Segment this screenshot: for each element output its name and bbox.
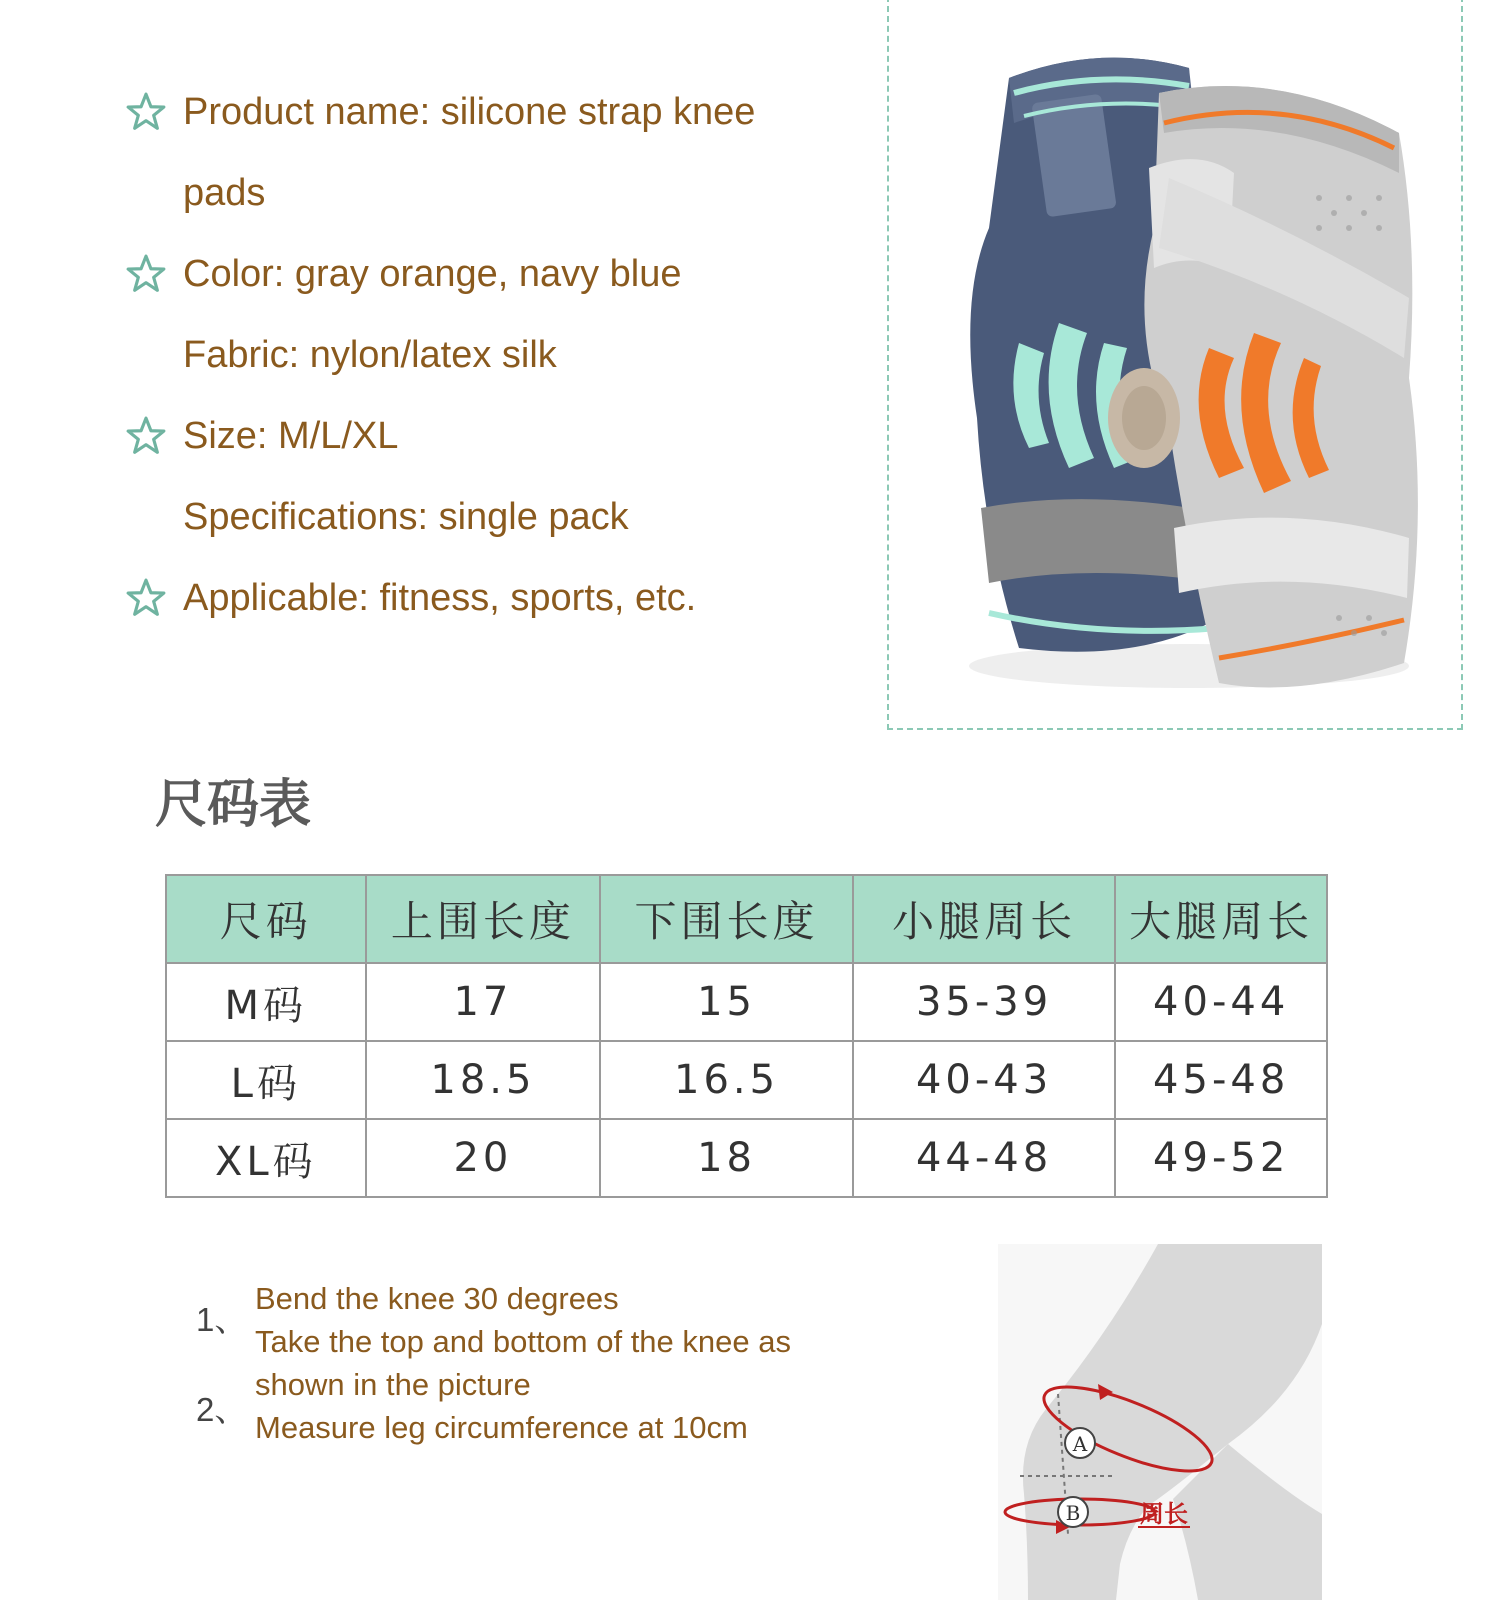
instruction-line: Measure leg circumference at 10cm bbox=[255, 1410, 748, 1445]
product-name-continued-text: pads bbox=[183, 171, 266, 214]
product-name-text: Product name: silicone strap knee bbox=[183, 90, 756, 133]
size-chart-table bbox=[165, 874, 1328, 1198]
instruction-line: Bend the knee 30 degrees bbox=[255, 1281, 619, 1316]
table-cell: 20 bbox=[366, 1119, 601, 1197]
table-cell: M码 bbox=[166, 963, 366, 1041]
table-cell: L码 bbox=[166, 1041, 366, 1119]
table-cell: 18.5 bbox=[366, 1041, 601, 1119]
feature-row bbox=[125, 487, 629, 547]
table-cell: 18 bbox=[600, 1119, 853, 1197]
header-cell: 小腿周长 bbox=[853, 875, 1115, 963]
knee-pads-illustration bbox=[889, 0, 1461, 728]
table-header-row bbox=[166, 875, 1327, 963]
marker-a: A bbox=[1072, 1432, 1088, 1456]
star-icon bbox=[125, 577, 167, 619]
table-cell: 40-44 bbox=[1115, 963, 1327, 1041]
marker-b: B bbox=[1065, 1501, 1081, 1525]
header-cell: 下围长度 bbox=[600, 875, 853, 963]
feature-row bbox=[125, 325, 557, 385]
table-cell: 17 bbox=[366, 963, 601, 1041]
feature-row bbox=[125, 244, 682, 304]
feature-row bbox=[125, 82, 755, 142]
feature-row bbox=[125, 406, 398, 466]
instruction-line: shown in the picture bbox=[255, 1367, 531, 1402]
specifications-text: Specifications: single pack bbox=[183, 495, 629, 538]
table-row bbox=[166, 1119, 1327, 1197]
star-icon bbox=[125, 91, 167, 133]
leg-measurement-diagram bbox=[998, 1244, 1322, 1600]
table-row bbox=[166, 1041, 1327, 1119]
size-chart-title: 尺码表 bbox=[155, 776, 312, 834]
leg-illustration bbox=[998, 1244, 1322, 1600]
step-number-2: 2、 bbox=[196, 1391, 248, 1428]
table-cell: 45-48 bbox=[1115, 1041, 1327, 1119]
star-icon bbox=[125, 253, 167, 295]
star-icon bbox=[125, 415, 167, 457]
feature-row bbox=[125, 568, 696, 628]
product-photo-frame bbox=[887, 0, 1463, 730]
header-cell: 尺码 bbox=[166, 875, 366, 963]
circumference-label: 周长 bbox=[1140, 1499, 1188, 1528]
color-text: Color: gray orange, navy blue bbox=[183, 252, 682, 295]
table-cell: 44-48 bbox=[853, 1119, 1115, 1197]
fabric-text: Fabric: nylon/latex silk bbox=[183, 333, 557, 376]
feature-row bbox=[125, 163, 265, 223]
table-cell: 49-52 bbox=[1115, 1119, 1327, 1197]
step-number-1: 1、 bbox=[196, 1301, 248, 1338]
table-cell: 35-39 bbox=[853, 963, 1115, 1041]
table-cell: 40-43 bbox=[853, 1041, 1115, 1119]
header-cell: 大腿周长 bbox=[1115, 875, 1327, 963]
table-cell: 16.5 bbox=[600, 1041, 853, 1119]
table-row bbox=[166, 963, 1327, 1041]
instruction-line: Take the top and bottom of the knee as bbox=[255, 1324, 791, 1359]
applicable-text: Applicable: fitness, sports, etc. bbox=[183, 576, 697, 619]
size-text: Size: M/L/XL bbox=[183, 414, 399, 457]
header-cell: 上围长度 bbox=[366, 875, 601, 963]
table-cell: 15 bbox=[600, 963, 853, 1041]
table-cell: XL码 bbox=[166, 1119, 366, 1197]
